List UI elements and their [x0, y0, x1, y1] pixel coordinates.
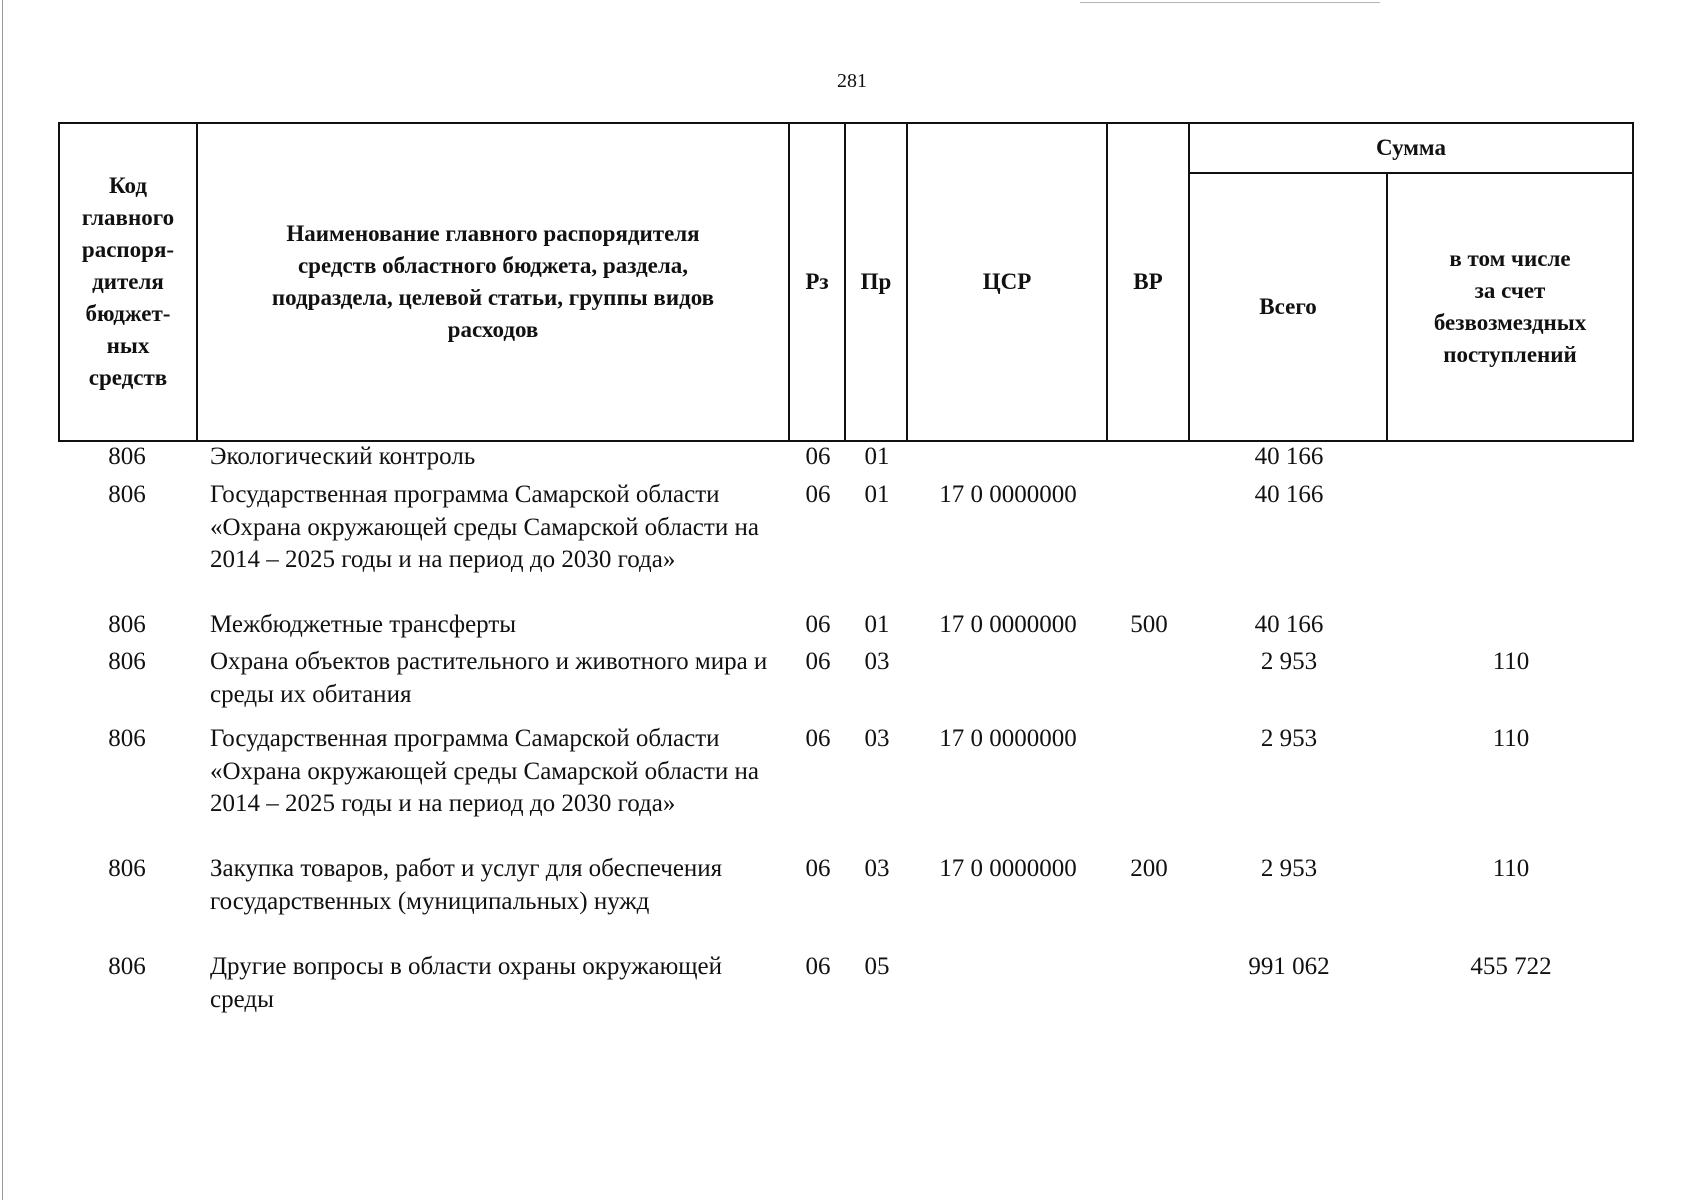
- cell-name: Государственная программа Самарской области «Охрана окружающей среды Самарской области на 2014 – 2025 годы и на период до 2030 года»: [210, 481, 759, 573]
- cell-free: 110: [1492, 725, 1530, 752]
- cell-rz: 06: [805, 611, 831, 638]
- cell-csr: 17 0 0000000: [939, 481, 1077, 508]
- header-sum: Сумма: [1376, 135, 1446, 160]
- cell-vr: 500: [1130, 611, 1168, 638]
- cell-code: 806: [108, 953, 146, 980]
- cell-name: Экологический контроль: [210, 443, 476, 470]
- cell-pr: 03: [864, 648, 890, 675]
- cell-total: 991 062: [1248, 953, 1330, 980]
- cell-code: 806: [108, 648, 146, 675]
- cell-total: 40 166: [1254, 611, 1324, 638]
- cell-name: Межбюджетные трансферты: [210, 611, 517, 638]
- cell-vr: 200: [1130, 855, 1168, 882]
- cell-total: 40 166: [1254, 443, 1324, 470]
- cell-csr: 17 0 0000000: [939, 855, 1077, 882]
- cell-code: 806: [108, 443, 146, 470]
- cell-rz: 06: [805, 855, 831, 882]
- cell-free: 455 722: [1470, 953, 1552, 980]
- header-vr: ВР: [1133, 269, 1163, 294]
- cell-free: 110: [1492, 855, 1530, 882]
- cell-rz: 06: [805, 725, 831, 752]
- page-number: 281: [837, 70, 867, 92]
- header-name: Наименование главного распорядителя средств областного бюджета, раздела, подраздела, целевой статьи, группы видов расходов: [271, 221, 715, 342]
- cell-pr: 01: [864, 443, 890, 470]
- cell-total: 40 166: [1254, 481, 1324, 508]
- cell-total: 2 953: [1260, 855, 1318, 882]
- cell-name: Охрана объектов растительного и животного мира и среды их обитания: [210, 648, 768, 708]
- cell-pr: 03: [864, 725, 890, 752]
- cell-pr: 05: [864, 953, 890, 980]
- cell-code: 806: [108, 725, 146, 752]
- header-code: Код главного распоря- дителя бюджет- ных средств: [81, 173, 175, 390]
- header-free: в том числе за счет безвозмездных поступлений: [1433, 246, 1587, 367]
- cell-pr: 01: [864, 611, 890, 638]
- cell-csr: 17 0 0000000: [939, 725, 1077, 752]
- cell-free: 110: [1492, 648, 1530, 675]
- cell-code: 806: [108, 611, 146, 638]
- cell-name: Другие вопросы в области охраны окружающей среды: [210, 953, 723, 1013]
- cell-pr: 01: [864, 481, 890, 508]
- header-rz: Рз: [805, 269, 829, 294]
- header-pr: Пр: [860, 269, 892, 294]
- cell-rz: 06: [805, 443, 831, 470]
- cell-name: Закупка товаров, работ и услуг для обеспечения государственных (муниципальных) нужд: [210, 855, 723, 915]
- cell-name: Государственная программа Самарской области «Охрана окружающей среды Самарской области на 2014 – 2025 годы и на период до 2030 года»: [210, 725, 759, 817]
- cell-pr: 03: [864, 855, 890, 882]
- cell-code: 806: [108, 855, 146, 882]
- cell-code: 806: [108, 481, 146, 508]
- cell-total: 2 953: [1260, 648, 1318, 675]
- cell-rz: 06: [805, 481, 831, 508]
- cell-rz: 06: [805, 953, 831, 980]
- cell-csr: 17 0 0000000: [939, 611, 1077, 638]
- cell-total: 2 953: [1260, 725, 1318, 752]
- header-total: Всего: [1259, 294, 1317, 319]
- cell-rz: 06: [805, 648, 831, 675]
- header-csr: ЦСР: [982, 269, 1032, 294]
